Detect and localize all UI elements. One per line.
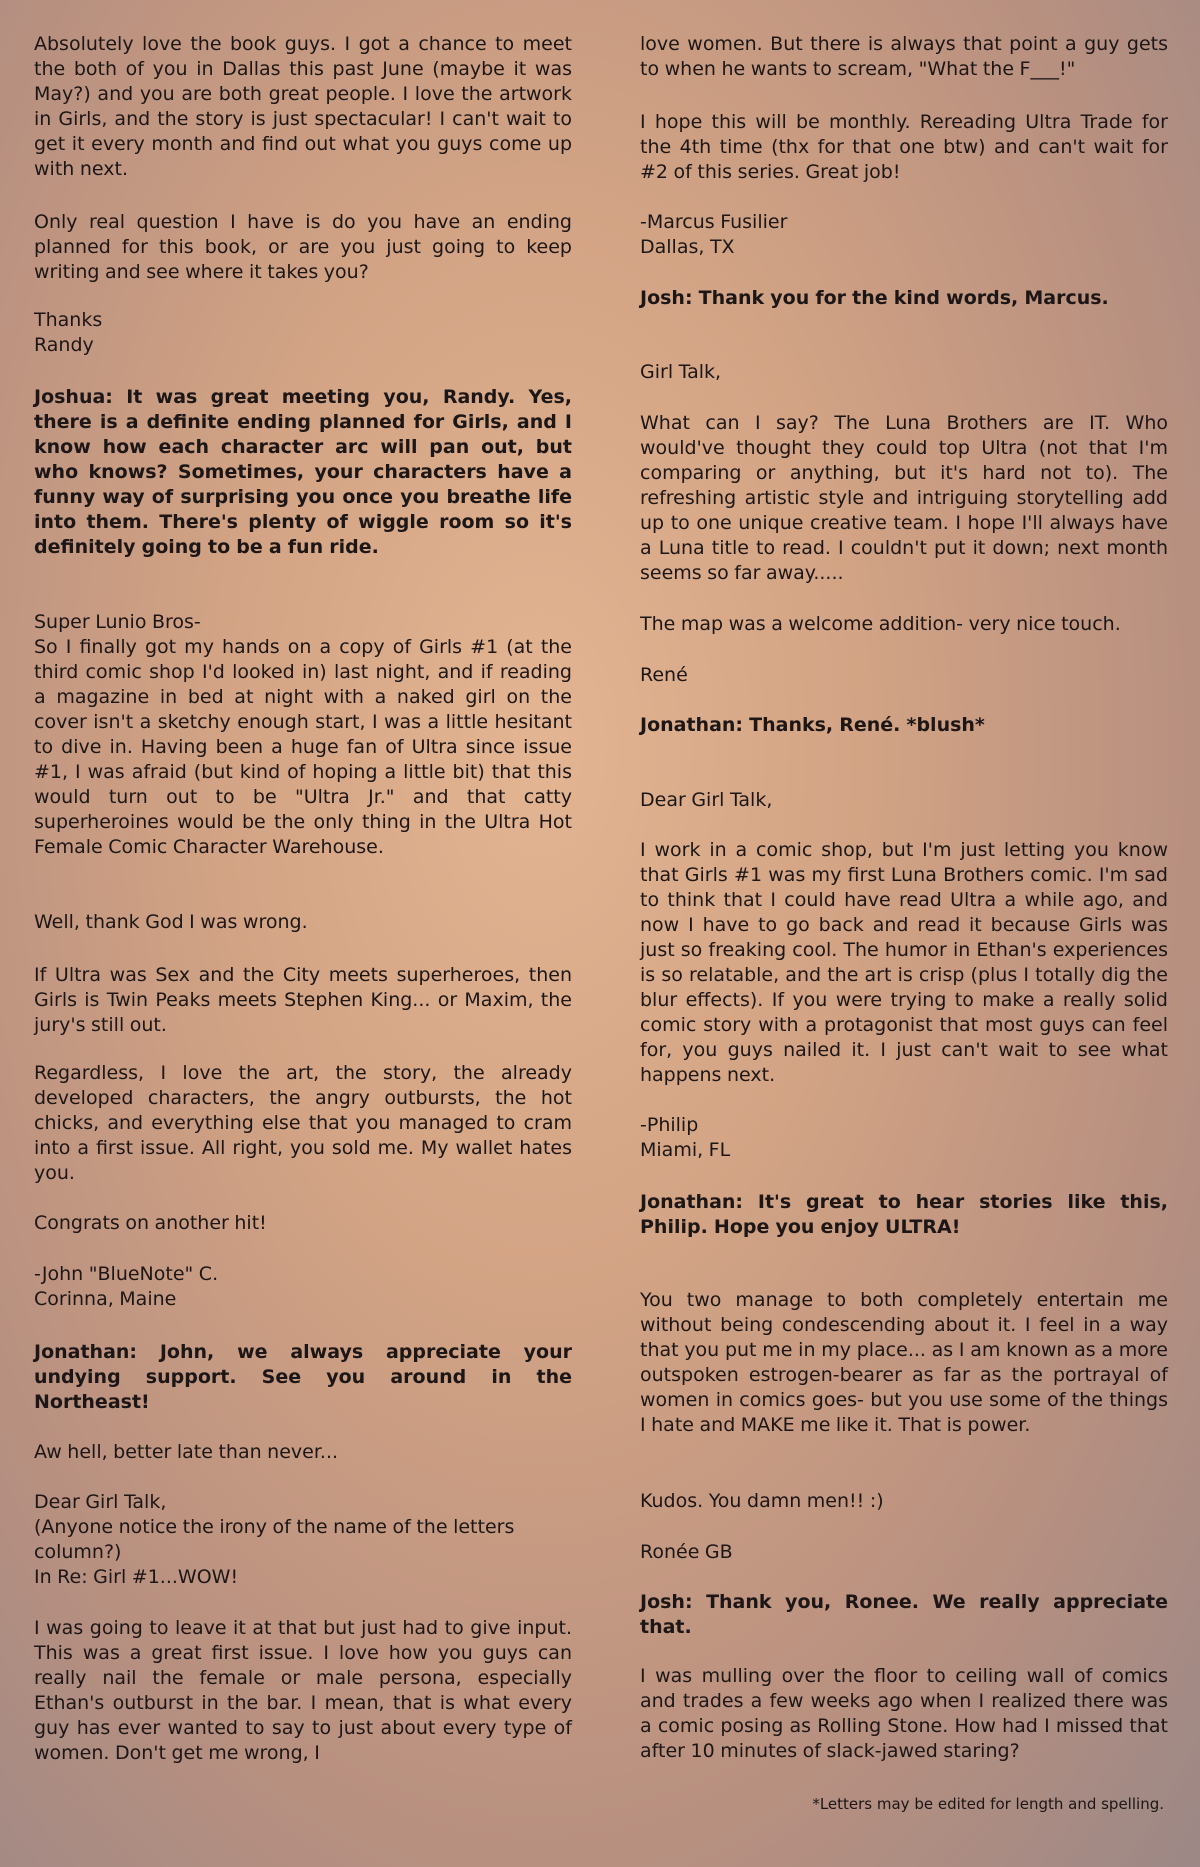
letter-paragraph: I hope this will be monthly. Rereading Ultra Trade for the 4th time (thx for that one btw) and can't wait for #2 of this series. Great job!	[640, 111, 1168, 183]
letter-paragraph: Well, thank God I was wrong.	[34, 911, 308, 933]
letter-paragraph: The map was a welcome addition- very nice touch.	[640, 613, 1121, 635]
letter-signature: Girl Talk,	[640, 361, 722, 383]
letter-signature: Dear Girl Talk,	[640, 789, 773, 811]
editor-response: Josh: Thank you, Ronee. We really appreciate that.	[640, 1591, 1168, 1638]
letter-paragraph: If Ultra was Sex and the City meets superheroes, then Girls is Twin Peaks meets Stephen King... or Maxim, the jury's still out.	[34, 964, 572, 1036]
editor-response: Jonathan: Thanks, René. *blush*	[640, 714, 985, 736]
letter-paragraph: You two manage to both completely entertain me without being condescending about it. I feel in a way that you put me in my place... as I am known as a more outspoken estrogen-bearer as far as the portrayal of women in comics goes- but you use some of the things I hate and MAKE me like it. That is power.	[640, 1289, 1168, 1436]
letter-signature: Super Lunio Bros-	[34, 611, 201, 633]
editor-response: Joshua: It was great meeting you, Randy. Yes, there is a definite ending planned for Girls, and I know how each character arc will pan out, but who knows? Sometimes, your characters have a funny way of surprising you once you breathe life into them. There's plenty of wiggle room so it's definitely going to be a fun ride.	[34, 386, 572, 558]
letter-signature: -John "BlueNote" C. Corinna, Maine	[34, 1263, 219, 1310]
footnote: *Letters may be edited for length and spelling.	[812, 1795, 1164, 1813]
letter-paragraph: love women. But there is always that point a guy gets to when he wants to scream, "What the F___!"	[640, 33, 1168, 80]
letter-signature: Thanks Randy	[34, 309, 103, 356]
editor-response: Josh: Thank you for the kind words, Marcus.	[640, 287, 1109, 309]
letter-signature: -Marcus Fusilier Dallas, TX	[640, 211, 788, 258]
letter-signature: Dear Girl Talk, (Anyone notice the irony of the name of the letters column?) In Re: Girl #1...WOW!	[34, 1491, 515, 1588]
letter-paragraph: I was mulling over the floor to ceiling wall of comics and trades a few weeks ago when I realized there was a comic posing as Rolling Stone. How had I missed that after 10 minutes of slack-jawed staring?	[640, 1665, 1168, 1762]
letter-paragraph: So I finally got my hands on a copy of Girls #1 (at the third comic shop I'd looked in) last night, and if reading a magazine in bed at night with a naked girl on the cover isn't a sketchy enough start, I was a little hesitant to dive in. Having been a huge fan of Ultra since issue #1, I was afraid (but kind of hoping a little bit) that this would turn out to be "Ultra Jr." and that catty superheroines would be the only thing in the Ultra Hot Female Comic Character Warehouse.	[34, 636, 572, 858]
letter-paragraph: Aw hell, better late than never...	[34, 1441, 339, 1463]
letter-paragraph: Congrats on another hit!	[34, 1212, 267, 1234]
letter-paragraph: Regardless, I love the art, the story, the already developed characters, the angry outbursts, the hot chicks, and everything else that you managed to cram into a first issue. All right, you sold me. My wallet hates you.	[34, 1062, 572, 1184]
letter-paragraph: I work in a comic shop, but I'm just letting you know that Girls #1 was my first Luna Brothers comic. I'm sad to think that I could have read Ultra a while ago, and now I have to go back and read it because Girls was just so freaking cool. The humor in Ethan's experiences is so relatable, and the art is crisp (plus I totally dig the blur effects). If you were trying to make a really solid comic story with a protagonist that most guys can feel for, you guys nailed it. I just can't wait to see what happens next.	[640, 839, 1168, 1086]
letter-paragraph: Absolutely love the book guys. I got a chance to meet the both of you in Dallas this past June (maybe it was May?) and you are both great people. I love the artwork in Girls, and the story is just spectacular! I can't wait to get it every month and find out what you guys come up with next.	[34, 33, 572, 180]
editor-response: Jonathan: John, we always appreciate your undying support. See you around in the Northeast!	[34, 1341, 572, 1413]
letter-signature: Ronée GB	[640, 1541, 733, 1563]
letter-paragraph: Kudos. You damn men!! :)	[640, 1490, 884, 1512]
letter-signature: René	[640, 664, 688, 686]
letter-paragraph: Only real question I have is do you have an ending planned for this book, or are you just going to keep writing and see where it takes you?	[34, 211, 572, 283]
editor-response: Jonathan: It's great to hear stories like this, Philip. Hope you enjoy ULTRA!	[640, 1191, 1168, 1238]
letter-paragraph: What can I say? The Luna Brothers are IT. Who would've thought they could top Ultra (not that I'm comparing or anything, but it's hard not to). The refreshing artistic style and intriguing storytelling add up to one unique creative team. I hope I'll always have a Luna title to read. I couldn't put it down; next month seems so far away.....	[640, 412, 1168, 584]
letter-signature: -Philip Miami, FL	[640, 1114, 731, 1161]
letter-paragraph: I was going to leave it at that but just had to give input. This was a great first issue. I love how you guys can really nail the female or male persona, especially Ethan's outburst in the bar. I mean, that is what every guy has ever wanted to say to just about every type of women. Don't get me wrong, I	[34, 1617, 572, 1764]
